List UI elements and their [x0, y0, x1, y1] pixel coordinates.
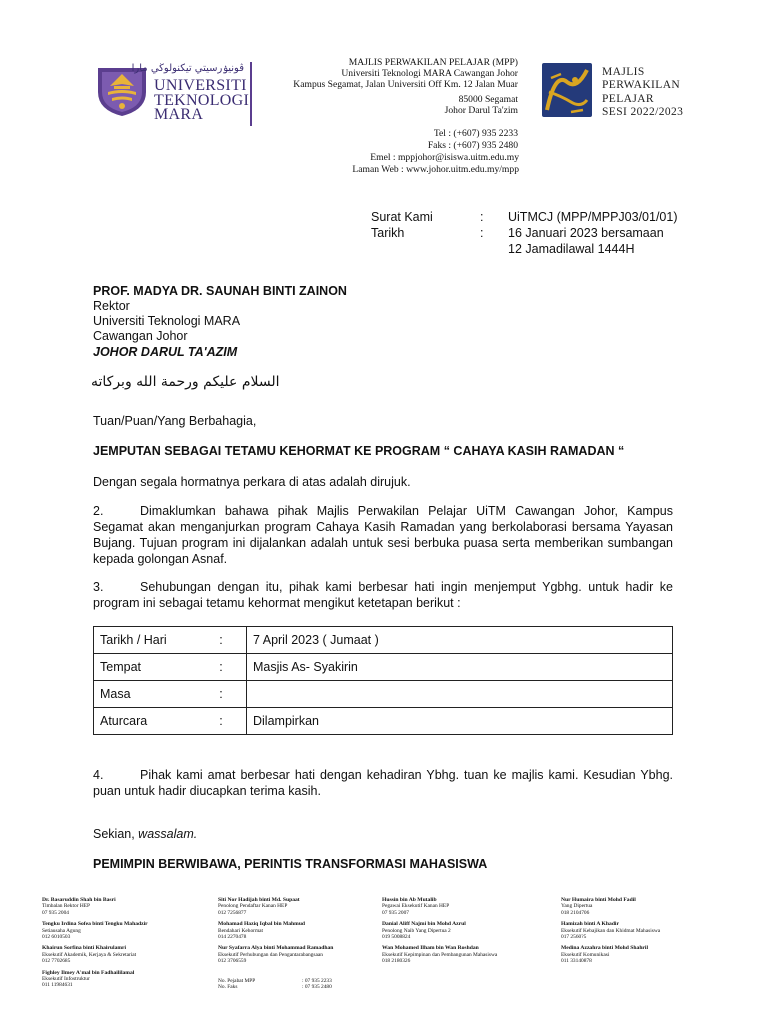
footer-role: Eksekutif Akademik, Kerjaya & Sekretariat — [42, 951, 137, 958]
footer-phone: 011 11984631 — [42, 982, 73, 989]
paragraph-3-number: 3. — [93, 580, 104, 594]
mpp-title-line-1: MAJLIS — [602, 66, 645, 78]
footer-column-2 — [218, 897, 333, 990]
contact-tel: Tel : (+607) 935 2233 — [433, 128, 518, 139]
detail-separator: : — [196, 708, 247, 735]
footer-role: Penolong Pendaftar Kanan HEP — [218, 903, 288, 910]
mpp-title-line-3: PELAJAR — [602, 93, 655, 105]
footer-role: Setiausaha Agung — [42, 927, 81, 934]
contact-fax: Faks : (+607) 935 2480 — [427, 140, 518, 151]
ref-tarikh-hijri: 12 Jamadilawal 1444H — [508, 242, 635, 256]
footer-phone: 011 33140878 — [561, 958, 592, 965]
footer-name: Nur Syafarra Alya binti Mohammad Ramadhan — [218, 945, 334, 952]
ref-surat-colon: : — [480, 210, 484, 224]
footer-role: Timbalan Rektor HEP — [42, 903, 91, 910]
footer-name: Danial Aliff Najmi bin Mohd Azrul — [382, 921, 466, 928]
detail-value: Masjis As- Syakirin — [247, 654, 673, 681]
ref-tarikh-label: Tarikh — [371, 226, 405, 240]
footer-phone: 07 935 2007 — [382, 909, 409, 916]
recipient-state: JOHOR DARUL TA'AZIM — [93, 345, 238, 359]
recipient-title: Rektor — [93, 299, 130, 313]
mpp-session: SESI 2022/2023 — [602, 106, 684, 118]
program-details-table — [93, 626, 673, 735]
detail-separator: : — [196, 654, 247, 681]
address-line-3: Kampus Segamat, Jalan Universiti Off Km. 12 Jalan Muar — [293, 79, 518, 90]
detail-value: Dilampirkan — [247, 708, 673, 735]
mpp-title-line-2: PERWAKILAN — [602, 79, 681, 91]
arabic-greeting: السلام عليكم ورحمة الله وبركاته — [91, 374, 280, 390]
detail-label: Aturcara — [94, 708, 197, 735]
uitm-name-line-2: TEKNOLOGI — [154, 92, 250, 109]
footer-name: Mohamad Haziq Iqbal bin Mahmud — [218, 921, 306, 928]
footer-phone: 014 2270478 — [218, 934, 247, 941]
paragraph-4-number: 4. — [93, 768, 104, 782]
contact-email: Emel : mppjohor@isiswa.uitm.edu.my — [370, 152, 519, 163]
detail-separator: : — [196, 681, 247, 708]
ref-tarikh-colon: : — [480, 226, 484, 240]
footer-name: Fighley Ilmey A'mal bin Fadhaililamal — [42, 969, 135, 976]
detail-value: 7 April 2023 ( Jumaat ) — [247, 627, 673, 654]
closing-prefix: Sekian, — [93, 827, 139, 841]
table-row — [94, 627, 673, 654]
header-divider — [250, 62, 252, 126]
office-value: : 07 935 2480 — [302, 984, 332, 991]
footer-phone: 012 3706559 — [218, 958, 247, 965]
footer-name: Hamizah binti A Khadir — [561, 921, 619, 928]
footer-role: Eksekutif Perhubungan dan Pengantarabangsaan — [218, 951, 323, 958]
contact-website: Laman Web : www.johor.uitm.edu.my/mpp — [352, 164, 519, 175]
uitm-jawi-name: ڤونيۏرسيتي تيكنولوڬي مارا — [131, 63, 244, 74]
detail-value — [247, 681, 673, 708]
uitm-name-line-3: MARA — [154, 106, 204, 123]
ref-tarikh-value: 16 Januari 2023 bersamaan — [508, 226, 664, 240]
footer-role: Eksekutif Kebajikan dan Khidmat Mahasiswa — [561, 927, 661, 934]
footer-phone: 07 935 2004 — [42, 909, 69, 916]
footer-role: Eksekutif Kepimpinan dan Pembangunan Mahasiswa — [382, 951, 498, 958]
uitm-name-line-1: UNIVERSITI — [154, 77, 247, 94]
footer-role: Eksekutif Infostruktur — [42, 976, 90, 983]
footer-column-3 — [382, 897, 497, 965]
table-row — [94, 708, 673, 735]
footer-name: Siti Nor Hadijah binti Md. Supaat — [218, 897, 300, 903]
footer-phone: 012 6010503 — [42, 934, 71, 941]
table-row — [94, 654, 673, 681]
footer-phone: 018 2104706 — [561, 909, 590, 916]
detail-label: Masa — [94, 681, 197, 708]
paragraph-2-number: 2. — [93, 504, 104, 518]
footer-name: Medina Azzahra binti Mohd Shahril — [561, 945, 649, 952]
footer-role: Eksekutif Komunikasi — [561, 951, 610, 958]
recipient-branch: Cawangan Johor — [93, 329, 188, 343]
footer-phone: 012 7702685 — [42, 958, 71, 965]
office-value: : 07 935 2233 — [302, 977, 332, 984]
ref-surat-label: Surat Kami — [371, 210, 433, 224]
footer-phone: 012 7256877 — [218, 909, 247, 916]
office-label: No. Faks — [218, 984, 238, 991]
closing-wassalam: wassalam. — [138, 827, 198, 841]
letter-subject: JEMPUTAN SEBAGAI TETAMU KEHORMAT KE PROGRAM “ CAHAYA KASIH RAMADAN “ — [93, 444, 625, 458]
ref-surat-value: UiTMCJ (MPP/MPPJ03/01/01) — [508, 210, 678, 224]
paragraph-3: Sehubungan dengan itu, pihak kami berbesar hati ingin menjemput Ygbhg. untuk hadir ke program ini sebagai tetamu kehormat mengikut ketetapan berikut : — [93, 580, 673, 610]
recipient-name: PROF. MADYA DR. SAUNAH BINTI ZAINON — [93, 284, 347, 298]
address-line-5: Johor Darul Ta'zim — [444, 105, 518, 116]
footer-column-4 — [561, 897, 660, 965]
footer-phone: 017 2560?5 — [561, 934, 587, 941]
closing — [93, 826, 197, 842]
mpp-emblem-logo — [541, 62, 593, 118]
footer-role: Yang Dipertua — [561, 903, 593, 910]
footer-phone: 019 5008824 — [382, 934, 411, 941]
footer-column-1 — [42, 897, 148, 989]
footer-role: Penolong Naib Yang Dipertua 2 — [382, 927, 451, 934]
detail-label: Tempat — [94, 654, 197, 681]
footer-name: Khairun Sorfina binti Khairulamri — [42, 945, 127, 952]
footer-role: Pegawai Eksekutif Kanan HEP — [382, 903, 450, 910]
footer-name: Dr. Basaruddin Shah bin Basri — [42, 897, 116, 903]
footer-name: Tengku Irdina Sofea binti Tengku Mahadzir — [42, 921, 148, 928]
footer-phone: 018 2180326 — [382, 958, 411, 965]
paragraph-2: Dimaklumkan bahawa pihak Majlis Perwakilan Pelajar UiTM Cawangan Johor, Kampus Segamat akan menganjurkan program Cahaya Kasih Ramadan yang berkolaborasi bersama Yayasan Bujang. Tujuan program ini dijalankan adalah untuk sesi berbuka puasa serta memberikan sumbangan kepada golongan Asnaf. — [93, 504, 673, 566]
paragraph-1: Dengan segala hormatnya perkara di atas adalah dirujuk. — [93, 475, 411, 489]
detail-separator: : — [196, 627, 247, 654]
address-line-1: MAJLIS PERWAKILAN PELAJAR (MPP) — [348, 57, 518, 68]
recipient-org: Universiti Teknologi MARA — [93, 314, 241, 328]
salutation: Tuan/Puan/Yang Berbahagia, — [93, 414, 257, 428]
footer-name: Nur Humaira binti Mohd Fadil — [561, 897, 636, 903]
office-contacts — [218, 978, 333, 991]
footer-name: Hussin bin Ab Mutalib — [382, 897, 437, 903]
office-label: No. Pejabat MPP — [218, 977, 256, 984]
paragraph-4: Pihak kami amat berbesar hati dengan kehadiran Ybhg. tuan ke majlis kami. Kesudian Ybhg. puan untuk hadir diucapkan terima kasih. — [93, 768, 673, 798]
table-row — [94, 681, 673, 708]
footer-role: Bendahari Kehormat — [218, 927, 264, 934]
address-line-2: Universiti Teknologi MARA Cawangan Johor — [341, 68, 518, 79]
address-line-4: 85000 Segamat — [458, 94, 518, 105]
motto: PEMIMPIN BERWIBAWA, PERINTIS TRANSFORMASI MAHASISWA — [93, 857, 488, 871]
detail-label: Tarikh / Hari — [94, 627, 197, 654]
footer-name: Wan Mohamed Ilham bin Wan Roshdan — [382, 945, 479, 952]
